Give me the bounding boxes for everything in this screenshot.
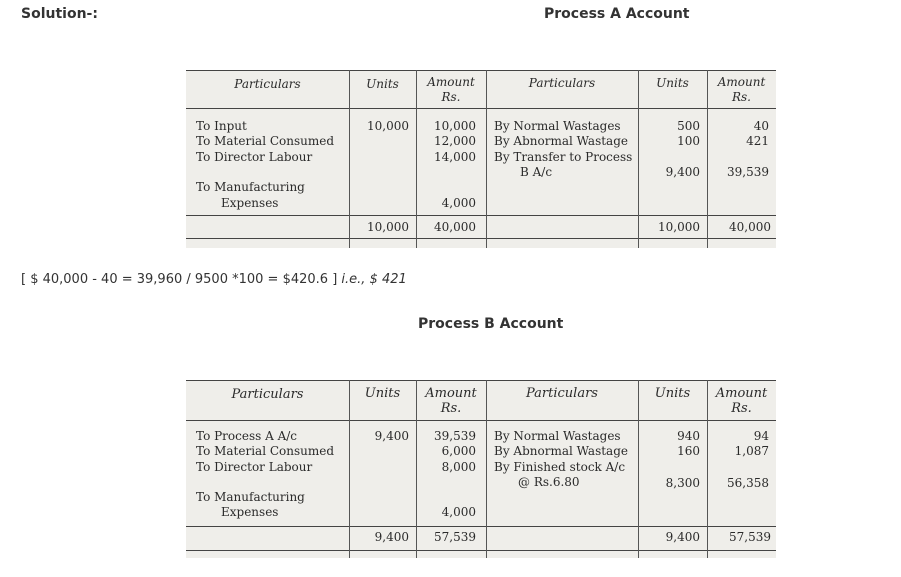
debit-amount: 10,000	[434, 119, 476, 133]
credit-units: 500	[677, 119, 700, 133]
credit-amount: 56,358	[727, 476, 769, 490]
credit-amount: 40	[753, 119, 769, 133]
total-amount-right: 40,000	[729, 220, 771, 234]
header-amount-left: Amount	[425, 386, 477, 401]
debit-amount: 4,000	[441, 196, 476, 210]
credit-units: 160	[677, 444, 700, 458]
debit-line: To Material Consumed	[196, 134, 335, 148]
header-amount-left-unit: Rs.	[440, 401, 462, 416]
ledger-total-bottom-rule	[186, 550, 776, 551]
ledger-top-rule	[186, 70, 776, 71]
credit-line: By Transfer to Process	[494, 150, 633, 164]
credit-units: 8,300	[665, 476, 700, 490]
process-b-ledger	[186, 380, 776, 558]
solution-label: Solution-:	[21, 6, 98, 22]
credit-amount: 94	[753, 429, 769, 443]
total-units-right: 9,400	[665, 530, 700, 544]
credit-units: 100	[677, 134, 700, 148]
header-amount-right-unit: Rs.	[731, 401, 752, 416]
header-particulars-right: Particulars	[528, 76, 596, 90]
header-particulars-left: Particulars	[234, 77, 301, 91]
header-amount-left-unit: Rs.	[441, 90, 461, 104]
ledger-header-rule	[186, 420, 776, 421]
debit-units: 9,400	[374, 429, 409, 443]
total-units-right: 10,000	[658, 220, 700, 234]
debit-line: To Process A A/c	[196, 429, 298, 443]
credit-line: By Normal Wastages	[494, 119, 621, 133]
ledger-total-bottom-rule	[186, 238, 776, 239]
header-units-right: Units	[654, 386, 691, 401]
debit-line: To Director Labour	[196, 460, 313, 474]
total-amount-left: 40,000	[434, 220, 476, 234]
header-particulars-left: Particulars	[231, 387, 304, 402]
credit-units: 940	[677, 429, 700, 443]
debit-line: To Director Labour	[196, 150, 313, 164]
debit-amount: 6,000	[441, 444, 476, 458]
credit-amount: 1,087	[734, 444, 769, 458]
credit-amount: 39,539	[727, 165, 769, 179]
column-divider	[486, 380, 487, 558]
process-a-ledger	[186, 70, 776, 248]
calculation-result: i.e., $ 421	[341, 272, 407, 287]
debit-amount: 8,000	[441, 460, 476, 474]
process-b-title: Process B Account	[418, 316, 564, 332]
credit-line: By Finished stock A/c	[494, 460, 626, 474]
debit-line: Expenses	[221, 196, 279, 210]
credit-units: 9,400	[665, 165, 700, 179]
header-amount-left: Amount	[427, 75, 475, 89]
header-units-left: Units	[366, 77, 399, 91]
debit-line: Expenses	[221, 505, 279, 519]
header-particulars-right: Particulars	[526, 386, 598, 401]
ledger-total-top-rule	[186, 215, 776, 216]
total-amount-right: 57,539	[729, 530, 771, 544]
calculation-note	[21, 272, 407, 287]
debit-amount: 4,000	[441, 505, 476, 519]
ledger-header-rule	[186, 108, 776, 109]
column-divider	[486, 70, 487, 248]
credit-line: By Normal Wastages	[494, 429, 621, 443]
header-units-right: Units	[656, 76, 689, 90]
credit-line: B A/c	[520, 165, 553, 179]
debit-units: 10,000	[367, 119, 409, 133]
credit-amount: 421	[746, 134, 769, 148]
credit-line: By Abnormal Wastage	[494, 444, 628, 458]
header-amount-right: Amount	[715, 386, 768, 401]
credit-line: By Abnormal Wastage	[494, 134, 628, 148]
header-units-left: Units	[364, 386, 401, 401]
process-a-title: Process A Account	[544, 6, 690, 22]
header-amount-right: Amount	[717, 75, 766, 89]
total-units-left: 9,400	[374, 530, 409, 544]
total-units-left: 10,000	[367, 220, 409, 234]
debit-line: To Material Consumed	[196, 444, 335, 458]
total-amount-left: 57,539	[434, 530, 476, 544]
debit-line: To Manufacturing	[196, 490, 305, 504]
debit-amount: 12,000	[434, 134, 476, 148]
credit-line: @ Rs.6.80	[518, 475, 580, 489]
ledger-top-rule	[186, 380, 776, 381]
debit-amount: 39,539	[434, 429, 476, 443]
debit-line: To Input	[196, 119, 247, 133]
header-amount-right-unit: Rs.	[731, 90, 751, 104]
ledger-total-top-rule	[186, 526, 776, 527]
calculation-formula: [ $ 40,000 - 40 = 39,960 / 9500 *100 = $420.6 ]	[21, 272, 338, 287]
debit-line: To Manufacturing	[196, 180, 305, 194]
debit-amount: 14,000	[434, 150, 476, 164]
